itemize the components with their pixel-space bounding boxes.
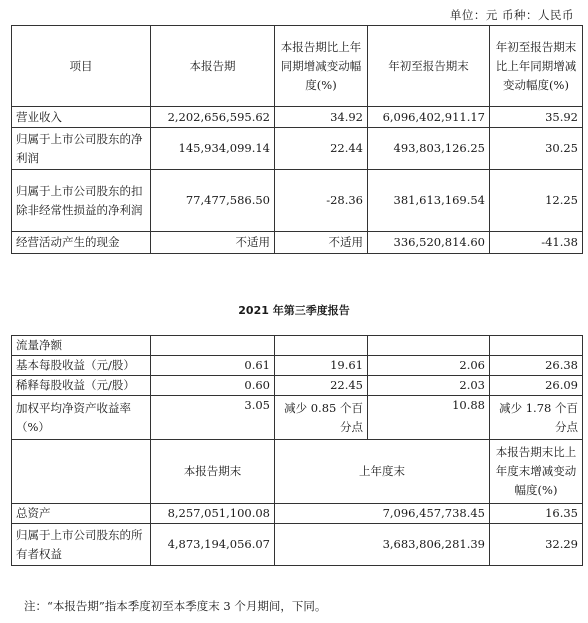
table-row [12,170,583,232]
cell-ytd-yoy: 12.25 [490,170,583,232]
cell-current: 3.05 [151,396,275,440]
row-label: 归属于上市公司股东的扣除非经常性损益的净利润 [12,170,151,232]
row-label: 总资产 [12,504,151,524]
cell-period-end: 8,257,051,100.08 [151,504,275,524]
row-label: 经营活动产生的现金 [12,232,151,254]
cell-ytd: 10.88 [368,396,490,440]
cell-yoy: 19.61 [275,356,368,376]
header-change-pct: 本报告期末比上年度末增减变动幅度(%) [490,440,583,504]
cell-yoy: -28.36 [275,170,368,232]
cell-ytd: 6,096,402,911.17 [368,107,490,128]
cell-ytd-yoy: 减少 1.78 个百分点 [490,396,583,440]
cell-ytd: 336,520,814.60 [368,232,490,254]
table-row [12,128,583,170]
cell-current: 0.60 [151,376,275,396]
table-row [12,376,583,396]
cell-ytd-yoy: -41.38 [490,232,583,254]
row-label: 归属于上市公司股东的所有者权益 [12,524,151,566]
cell-ytd: 2.03 [368,376,490,396]
financial-table-continued [11,335,583,566]
table-row [12,107,583,128]
cell-prior-year-end: 3,683,806,281.39 [275,524,490,566]
table-row [12,504,583,524]
page-header-title: 2021 年第三季度报告 [238,304,350,317]
header-prior-year-end: 上年度末 [275,440,490,504]
cell-yoy: 22.45 [275,376,368,396]
header-yoy-change: 本报告期比上年同期增减变动幅度(%) [275,26,368,107]
cell-yoy: 不适用 [275,232,368,254]
cell-current: 77,477,586.50 [151,170,275,232]
financial-table-main [11,25,583,254]
cell-ytd-yoy: 26.38 [490,356,583,376]
cell-change: 32.29 [490,524,583,566]
blank-header-cell [12,440,151,504]
row-label: 归属于上市公司股东的净利润 [12,128,151,170]
cell-current [151,336,275,356]
row-label: 流量净额 [12,336,151,356]
cell-yoy [275,336,368,356]
header-ytd-yoy-change: 年初至报告期末比上年同期增减变动幅度(%) [490,26,583,107]
table-header-row [12,440,583,504]
header-ytd: 年初至报告期末 [368,26,490,107]
cell-period-end: 4,873,194,056.07 [151,524,275,566]
cell-change: 16.35 [490,504,583,524]
row-label: 营业收入 [12,107,151,128]
cell-ytd-yoy: 30.25 [490,128,583,170]
table-row [12,336,583,356]
cell-yoy: 34.92 [275,107,368,128]
unit-currency-line: 单位：元 币种：人民币 [449,8,574,22]
cell-ytd-yoy: 26.09 [490,376,583,396]
cell-current: 2,202,656,595.62 [151,107,275,128]
table-row [12,232,583,254]
table-header-row [12,26,583,107]
table-row [12,396,583,440]
cell-prior-year-end: 7,096,457,738.45 [275,504,490,524]
cell-yoy: 22.44 [275,128,368,170]
cell-current: 0.61 [151,356,275,376]
cell-current: 不适用 [151,232,275,254]
cell-ytd: 2.06 [368,356,490,376]
cell-yoy: 减少 0.85 个百分点 [275,396,368,440]
header-current-period: 本报告期 [151,26,275,107]
row-label: 基本每股收益（元/股） [12,356,151,376]
header-period-end: 本报告期末 [151,440,275,504]
cell-current: 145,934,099.14 [151,128,275,170]
table-row [12,524,583,566]
header-item: 项目 [12,26,151,107]
cell-ytd-yoy [490,336,583,356]
cell-ytd-yoy: 35.92 [490,107,583,128]
row-label: 稀释每股收益（元/股） [12,376,151,396]
cell-ytd: 381,613,169.54 [368,170,490,232]
footnote: 注：“本报告期”指本季度初至本季度末 3 个月期间，下同。 [24,599,327,613]
table-row [12,356,583,376]
cell-ytd: 493,803,126.25 [368,128,490,170]
row-label: 加权平均净资产收益率（%） [12,396,151,440]
cell-ytd [368,336,490,356]
